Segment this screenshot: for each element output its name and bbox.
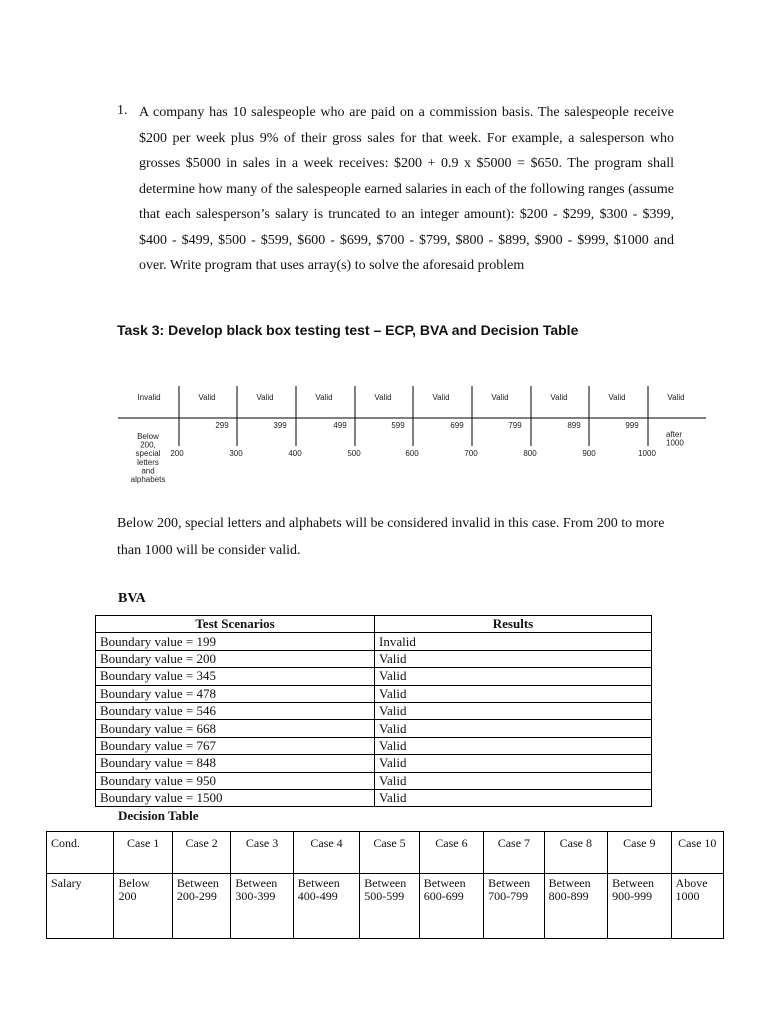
- ecp-upper-bound-label: 399: [273, 421, 287, 430]
- ecp-upper-bound-label: 299: [215, 421, 229, 430]
- ecp-lower-bound-label: 300: [229, 449, 243, 458]
- bva-row: [96, 755, 652, 772]
- ecp-below-label: alphabets: [130, 475, 166, 484]
- ecp-partition-label: Valid: [315, 393, 333, 402]
- ecp-explanation: Below 200, special letters and alphabets will be considered invalid in this case. From 200 to more than 1000 will be consider valid.: [117, 516, 665, 558]
- decision-table-salary-cell: Above 1000: [671, 874, 723, 939]
- bva-result-cell: Valid: [375, 702, 652, 719]
- ecp-diagram: [0, 380, 768, 495]
- decision-table-salary-cell: Between 700-799: [484, 874, 544, 939]
- bva-row: [96, 633, 652, 650]
- bva-table: [95, 615, 652, 807]
- decision-table-case-header: Case 6: [419, 832, 483, 874]
- bva-result-cell: Valid: [375, 789, 652, 806]
- bva-scenario-cell: Boundary value = 950: [96, 772, 375, 789]
- ecp-partition-label: Valid: [550, 393, 568, 402]
- bva-row: [96, 685, 652, 702]
- decision-table-case-header: Case 2: [172, 832, 230, 874]
- ecp-upper-bound-label: 699: [450, 421, 464, 430]
- ecp-partition-label: Valid: [374, 393, 392, 402]
- bva-result-cell: Invalid: [375, 633, 652, 650]
- ecp-partition-label: Valid: [256, 393, 274, 402]
- ecp-partition-label: Valid: [198, 393, 216, 402]
- ecp-lower-bound-label: 200: [170, 449, 184, 458]
- decision-table-salary-cell: Between 800-899: [544, 874, 607, 939]
- bva-result-cell: Valid: [375, 772, 652, 789]
- ecp-partition-label: Valid: [432, 393, 450, 402]
- decision-table-case-header: Case 7: [484, 832, 544, 874]
- decision-table-salary-cell: Between 500-599: [360, 874, 419, 939]
- ecp-lower-bound-label: 400: [288, 449, 302, 458]
- decision-table-case-header: Case 8: [544, 832, 607, 874]
- bva-scenario-cell: Boundary value = 848: [96, 755, 375, 772]
- bva-result-cell: Valid: [375, 755, 652, 772]
- bva-scenario-cell: Boundary value = 1500: [96, 789, 375, 806]
- decision-table-case-header: Case 9: [608, 832, 671, 874]
- task-heading: Task 3: Develop black box testing test – ECP, BVA and Decision Table: [117, 322, 579, 338]
- bva-header-results: Results: [375, 616, 652, 633]
- decision-table-salary-cell: Below 200: [114, 874, 172, 939]
- decision-table-cond-header: Cond.: [47, 832, 114, 874]
- bva-row: [96, 772, 652, 789]
- bva-row: [96, 737, 652, 754]
- decision-table-salary-cell: Between 400-499: [293, 874, 359, 939]
- decision-table-salary-cell: Between 200-299: [172, 874, 230, 939]
- ecp-lower-bound-label: 800: [523, 449, 537, 458]
- bva-row: [96, 650, 652, 667]
- bva-header-row: [96, 616, 652, 633]
- decision-table-case-header: Case 10: [671, 832, 723, 874]
- decision-table-case-header: Case 5: [360, 832, 419, 874]
- ecp-below-label: letters: [137, 457, 159, 467]
- decision-table-salary-cell: Between 300-399: [231, 874, 293, 939]
- bva-result-cell: Valid: [375, 685, 652, 702]
- ecp-upper-bound-label: 599: [391, 421, 405, 430]
- ecp-upper-bound-label: 499: [333, 421, 347, 430]
- ecp-partition-label: Invalid: [137, 393, 161, 402]
- ecp-upper-bound-label: 799: [508, 421, 522, 430]
- decision-table-salary-row: [47, 874, 724, 939]
- ecp-partition-label: Valid: [667, 393, 685, 402]
- bva-scenario-cell: Boundary value = 668: [96, 720, 375, 737]
- question-number: 1.: [117, 103, 128, 118]
- ecp-upper-bound-label: 999: [625, 421, 639, 430]
- bva-scenario-cell: Boundary value = 345: [96, 668, 375, 685]
- ecp-lower-bound-label: 900: [582, 449, 596, 458]
- ecp-below-label: Below: [137, 432, 159, 441]
- bva-row: [96, 789, 652, 806]
- decision-table-salary-cell: Between 600-699: [419, 874, 483, 939]
- ecp-lower-bound-label: 1000: [638, 449, 656, 458]
- decision-table-heading: Decision Table: [118, 808, 199, 823]
- question-text: A company has 10 salespeople who are paid on a commission basis. The salespeople receive $200 per week plus 9% of their gross sales for that week. For example, a salesperson who grosses $5000 in sales in a week receives: $200 + 0.9 x $5000 = $650. The program shall determine how many of the salespeople earned salaries in each of the following ranges (assume that each salesperson’s salary is truncated to an integer amount): $200 - $299, $300 - $399, $400 - $499, $500 - $599, $600 - $699, $700 - $799, $800 - $899, $900 - $999, $1000 and over. Write program that uses array(s) to solve the aforesaid problem: [139, 105, 674, 273]
- bva-row: [96, 702, 652, 719]
- bva-scenario-cell: Boundary value = 546: [96, 702, 375, 719]
- decision-table: [46, 831, 724, 939]
- bva-scenario-cell: Boundary value = 199: [96, 633, 375, 650]
- ecp-lower-bound-label: 600: [405, 449, 419, 458]
- bva-scenario-cell: Boundary value = 478: [96, 685, 375, 702]
- ecp-after-label: 1000: [666, 438, 684, 448]
- decision-table-header-row: [47, 832, 724, 874]
- ecp-lower-bound-label: 500: [347, 449, 361, 458]
- decision-table-salary-cell: Between 900-999: [608, 874, 671, 939]
- bva-result-cell: Valid: [375, 668, 652, 685]
- bva-scenario-cell: Boundary value = 200: [96, 650, 375, 667]
- ecp-partition-label: Valid: [491, 393, 509, 402]
- bva-row: [96, 668, 652, 685]
- bva-heading: BVA: [118, 591, 146, 606]
- bva-result-cell: Valid: [375, 650, 652, 667]
- bva-result-cell: Valid: [375, 737, 652, 754]
- decision-table-case-header: Case 4: [293, 832, 359, 874]
- ecp-upper-bound-label: 899: [567, 421, 581, 430]
- decision-table-salary-label: Salary: [47, 874, 114, 939]
- ecp-partition-label: Valid: [608, 393, 626, 402]
- ecp-after-label: after: [666, 430, 683, 439]
- bva-result-cell: Valid: [375, 720, 652, 737]
- bva-scenario-cell: Boundary value = 767: [96, 737, 375, 754]
- ecp-below-label: 200,: [140, 440, 156, 450]
- ecp-below-label: and: [141, 466, 155, 476]
- ecp-lower-bound-label: 700: [464, 449, 478, 458]
- bva-header-scenarios: Test Scenarios: [96, 616, 375, 633]
- decision-table-case-header: Case 1: [114, 832, 172, 874]
- decision-table-case-header: Case 3: [231, 832, 293, 874]
- bva-row: [96, 720, 652, 737]
- ecp-below-label: special: [135, 449, 161, 459]
